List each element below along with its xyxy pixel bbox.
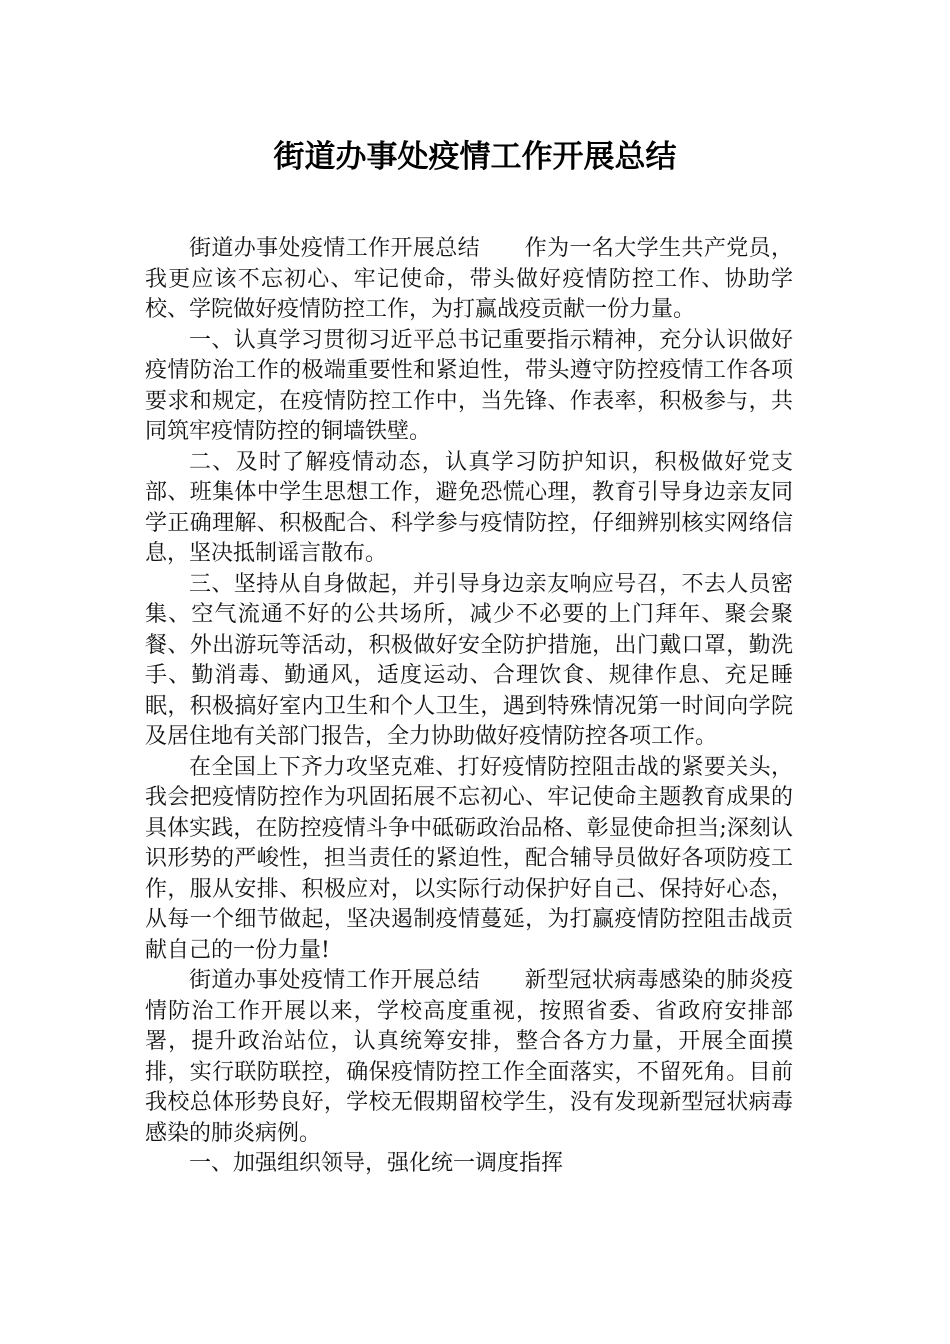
paragraph: 一、加强组织领导，强化统一调度指挥 <box>189 1151 564 1176</box>
paragraph: 街道办事处疫情工作开展总结 作为一名大学生共产党员，我更应该不忘初心、牢记使命，带头做好疫情防控工作、协助学校、学院做好疫情防控工作，为打赢战疫贡献一份力量。 <box>145 236 793 322</box>
paragraph: 一、认真学习贯彻习近平总书记重要指示精神，充分认识做好疫情防治工作的极端重要性和紧迫性，带头遵守防控疫情工作各项要求和规定，在疫情防控工作中，当先锋、作表率，积极参与，共同筑牢疫情防控的铜墙铁壁。 <box>145 327 793 444</box>
paragraph: 在全国上下齐力攻坚克难、打好疫情防控阻击战的紧要关头，我会把疫情防控作为巩固拓展不忘初心、牢记使命主题教育成果的具体实践，在防控疫情斗争中砥砺政治品格、彰显使命担当;深刻认识形势的严峻性，担当责任的紧迫性，配合辅导员做好各项防疫工作，服从安排、积极应对，以实际行动保护好自己、保持好心态，从每一个细节做起，坚决遏制疫情蔓延，为打赢疫情防控阻击战贡献自己的一份力量! <box>145 754 793 963</box>
document-title: 街道办事处疫情工作开展总结 <box>273 139 677 175</box>
paragraph: 街道办事处疫情工作开展总结 新型冠状病毒感染的肺炎疫情防治工作开展以来，学校高度重视，按照省委、省政府安排部署，提升政治站位，认真统筹安排，整合各方力量，开展全面摸排，实行联防联控，确保疫情防控工作全面落实，不留死角。目前我校总体形势良好，学校无假期留校学生，没有发现新型冠状病毒感染的肺炎病例。 <box>145 968 793 1146</box>
paragraph: 三、坚持从自身做起，并引导身边亲友响应号召，不去人员密集、空气流通不好的公共场所，减少不必要的上门拜年、聚会聚餐、外出游玩等活动，积极做好安全防护措施，出门戴口罩，勤洗手、勤消毒、勤通风，适度运动、合理饮食、规律作息、充足睡眠，积极搞好室内卫生和个人卫生，遇到特殊情况第一时间向学院及居住地有关部门报告，全力协助做好疫情防控各项工作。 <box>145 571 793 749</box>
document-body <box>145 234 793 1180</box>
paragraph: 二、及时了解疫情动态，认真学习防护知识，积极做好党支部、班集体中学生思想工作，避免恐慌心理，教育引导身边亲友同学正确理解、积极配合、科学参与疫情防控，仔细辨别核实网络信息，坚决抵制谣言散布。 <box>145 449 793 566</box>
